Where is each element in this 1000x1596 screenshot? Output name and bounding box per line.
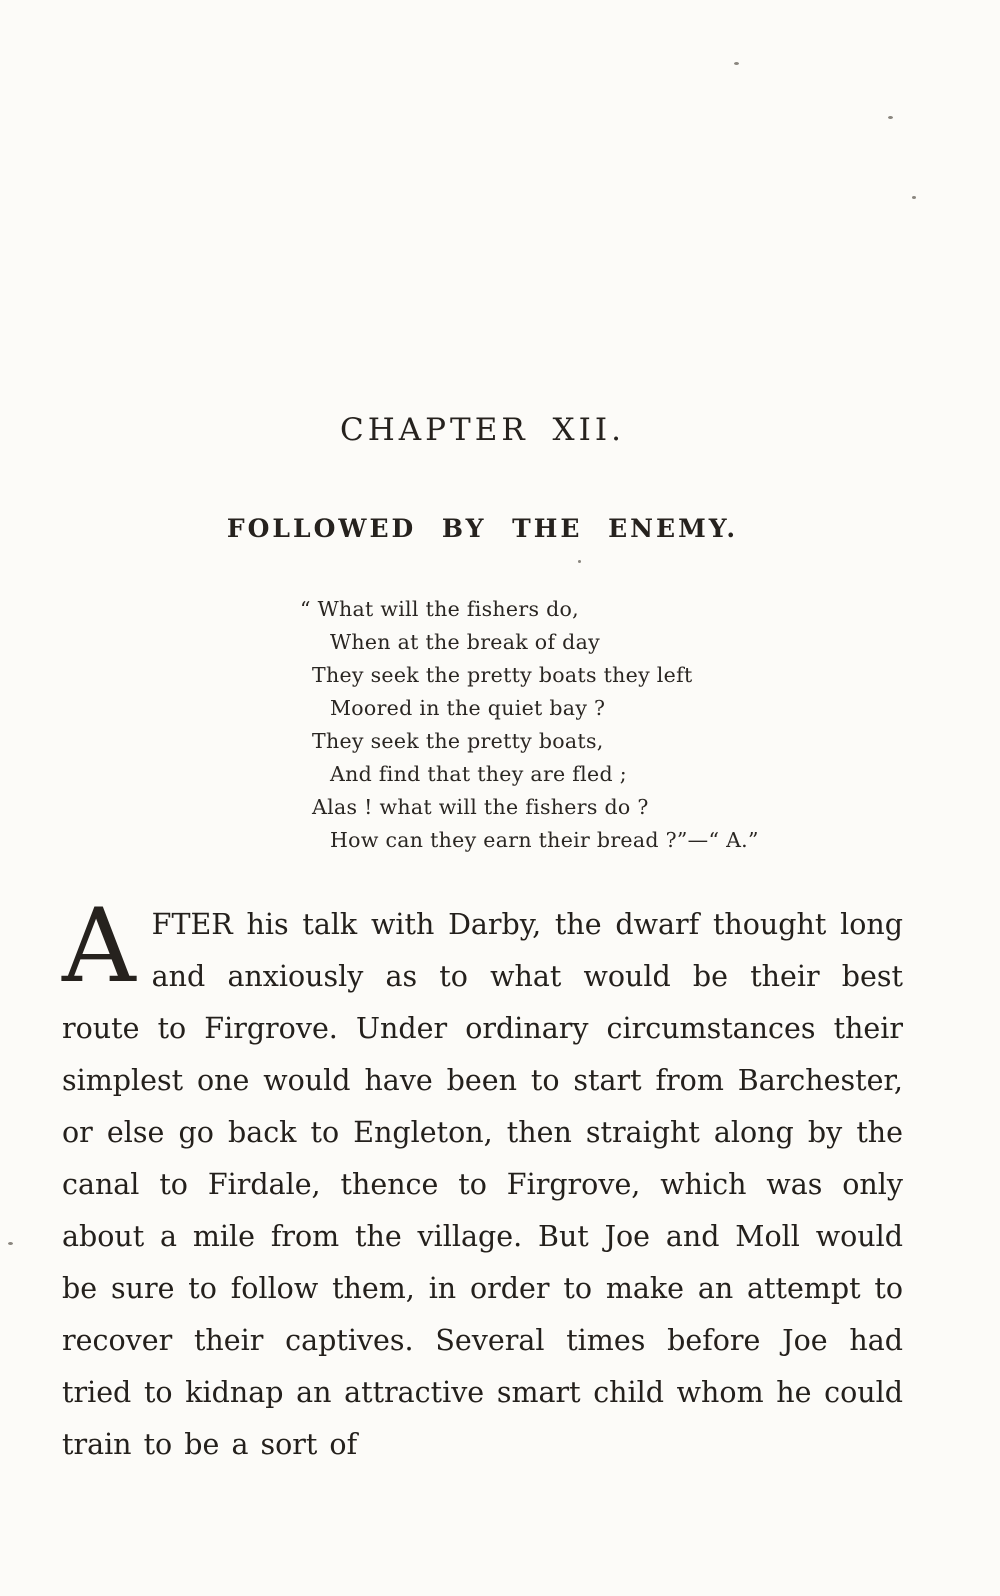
- poem-line-7: Alas ! what will the fishers do ?: [312, 795, 649, 819]
- poem-line-4: Moored in the quiet bay ?: [330, 696, 606, 720]
- scan-speck: [912, 196, 916, 199]
- poem-line-2: When at the break of day: [330, 630, 600, 654]
- poem-line-8: How can they earn their bread ?”—“ A.”: [330, 828, 759, 852]
- epigraph-poem: [300, 593, 903, 857]
- scan-speck: [734, 62, 739, 65]
- scan-speck: [578, 560, 581, 563]
- poem-line-1: “ What will the fishers do,: [300, 597, 579, 621]
- scan-speck: [8, 1242, 13, 1245]
- scan-speck: [888, 116, 893, 119]
- section-title: FOLLOWED BY THE ENEMY.: [226, 514, 739, 543]
- dropcap-letter: A: [62, 887, 136, 1006]
- body-paragraph: [62, 887, 903, 1471]
- poem-line-6: And find that they are fled ;: [330, 762, 627, 786]
- poem-line-3: They seek the pretty boats they left: [312, 663, 693, 687]
- poem-line-5: They seek the pretty boats,: [312, 729, 604, 753]
- chapter-heading: CHAPTER XII.: [340, 412, 625, 448]
- paragraph-text: FTER his talk with Darby, the dwarf thought long and anxiously as to what would be their best route to Firgrove. Under ordinary circumstances their simplest one would have been to start from Barchester, or else go back to Engleton, then straight along by the canal to Firdale, thence to Firgrove, which was only about a mile from the village. But Joe and Moll would be sure to follow them, in order to make an attempt to recover their captives. Several times before Joe had tried to kidnap an attractive smart child whom he could train to be a sort of: [62, 908, 903, 1461]
